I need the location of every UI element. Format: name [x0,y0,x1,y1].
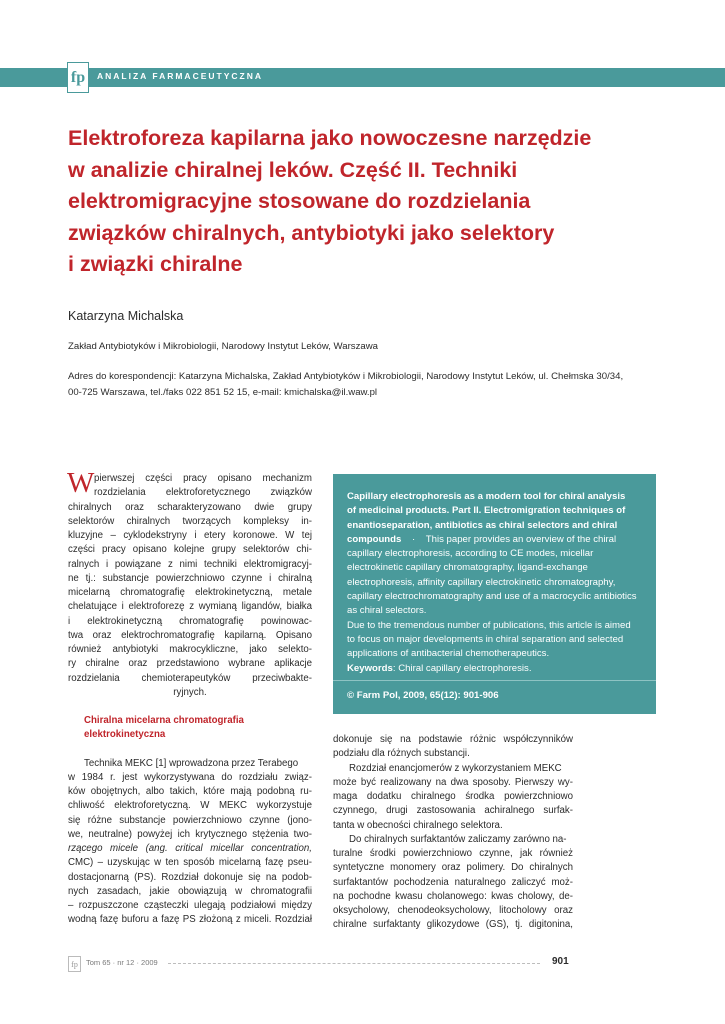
title-line: Elektroforeza kapilarna jako nowoczesne narzędzie [68,126,592,150]
body-line: ne tj.: substancje powierzchniowo czynne i chiralną [68,572,312,584]
body-line: w 1984 r. jest wykorzystywana do rozdziału związ- [68,771,312,783]
abstract-title-line: Capillary electrophoresis as a modern tool for chiral analysis [347,491,626,502]
page-number: 901 [552,956,569,967]
body-line: ryjnych. [173,686,207,698]
right-column [333,733,573,933]
body-line: turalne środki powierzchniowo czynne, jak również [333,848,573,859]
body-line: oksycholowy, chenodeoksycholowy, litocholowy oraz [333,905,573,916]
title-line: w analizie chiralnej leków. Część II. Techniki [68,157,518,182]
body-line: twa oraz elektrochromatografię kapilarną. Opisano [68,629,312,641]
citation: © Farm Pol, 2009, 65(12): 901-906 [347,690,499,701]
body-line: Do chiralnych surfaktantów zaliczamy zarówno na- [349,833,567,845]
body-line: syntetyczne monomery oraz polimery. Do chiralnych [333,862,573,874]
title-line: związków chiralnych, antybiotyki jako selektory [68,220,555,245]
correspondence-line: 00-725 Warszawa, tel./faks 022 851 52 15, e-mail: kmichalska@il.waw.pl [68,386,378,398]
body-line: maga dodatku chiralnego środka powierzchniowo [333,791,573,802]
body-line: rozdzielania elektroforetycznego związków [94,487,312,499]
abstract-keywords [347,662,656,676]
abstract-text-first: This paper provides an overview of the chiral [425,533,617,545]
abstract-line: Due to the tremendous number of publications, this article is aimed [347,619,631,631]
body-line: CMC) – uzyskując w ten sposób micelarną fazę pseu- [68,857,312,869]
abstract-box [333,474,656,714]
body-line: ry chiralne oraz przedstawiono wybrane aplikacje [68,658,312,670]
subheading-line: elektrokinetyczna [84,729,166,741]
body-line: rzącego micele (ang. critical micellar concentration, [68,843,312,854]
body-line: selektorów chiralnych tworzących kompleksy in- [68,515,312,527]
body-line: micelarną chromatografię elektrokinetyczną, metale [68,587,312,598]
abstract-title-line: of medicinal products. Part II. Electromigration techniques of [347,505,626,517]
article-title [68,123,668,281]
body-line: czynnego, drugi zastosowania achiralnego surfak- [333,805,573,817]
abstract-line: capillary electrophoresis, according to CE modes, micellar [347,548,594,560]
abstract-title-line: enantioseparation, antibiotics as chiral selectors and chiral [347,519,618,531]
body-line: – rozpuszczone cząsteczki ulegają podziałowi między [68,900,312,911]
abstract-line: to focus on major developments in chiral separation and selected [347,633,624,645]
body-line: Rozdział enancjomerów z wykorzystaniem MEKC [349,762,562,774]
abstract-line: as chiral selectors. [347,605,427,617]
body-line: rozdzielania chemioterapeutyków przeciwbakte- [68,672,312,684]
drop-cap: W [67,467,95,499]
abstract-line: capillary electrochromatography and use of a macrocyclic antibiotics [347,591,637,603]
title-line: i związki chiralne [68,252,243,276]
abstract-divider [333,680,656,681]
body-line: również antybiotyki makrocykliczne, jako selekto- [68,644,312,655]
subheading-line: Chiralna micelarna chromatografia [84,715,244,726]
body-line: chelatujące i elektroforezę z wymianą ligandów, białka [68,601,312,613]
body-line: we, neutralne) powyżej ich krytycznego stężenia two- [68,828,312,840]
mekc-paragraph [68,757,312,928]
body-line: chliwość elektroforetyczną. W MEKC wykorzystuje [68,800,312,812]
body-line: pierwszej części pracy opisano mechanizm [94,473,312,484]
footer-divider [168,963,540,964]
section-label: ANALIZA FARMACEUTYCZNA [97,71,263,81]
body-line: nych zasadach, jakie obowiązują w chromatografii [68,885,312,897]
body-line: może być realizowany na dwa sposoby. Pierwszy wy- [333,776,573,788]
left-column [67,467,312,928]
correspondence-line: Adres do korespondencji: Katarzyna Michalska, Zakład Antybiotyków i Mikrobiologii, Narodowy Instytut Leków, ul. Chełmska 30/34, [68,371,624,382]
issue-info: Tom 65 · nr 12 · 2009 [86,958,158,967]
body-line: części pracy opisano kolejne grupy selektorów chi- [68,544,312,556]
title-line: elektromigracyjne stosowane do rozdzielania [68,189,531,213]
body-line: kluzyjne – cyklodekstryny i etery koronowe. W tej [68,530,312,541]
keywords-text: : Chiral capillary electrophoresis. [392,662,532,674]
body-line: ków obojętnych, albo takich, które mają podobną ru- [68,786,312,797]
subheading [68,714,312,743]
abstract-line: electrokinetic capillary chromatography, ligand-exchange [347,562,588,574]
body-line: surfaktantów pochodzenia naturalnego zaliczyć moż- [333,876,573,888]
abstract-separator: · [412,533,416,545]
body-line: wodną fazę buforu a fazę PS złożoną z miceli. Rozdział [68,914,312,926]
journal-logo: fp [67,62,89,93]
body-line: ralnych i powiązane z nimi techniki elektromigracyj- [68,558,312,570]
affiliation: Zakład Antybiotyków i Mikrobiologii, Narodowy Instytut Leków, Warszawa [68,341,378,352]
body-line: podziału dla różnych substancji. [333,748,470,760]
abstract-line: electrophoresis, affinity capillary electrokinetic chromatography, [347,576,616,588]
correspondence [68,369,623,400]
body-line: się różne substancje powierzchniowo czynne (jono- [68,814,312,826]
abstract-line [347,533,656,547]
author-name: Katarzyna Michalska [68,309,184,323]
body-line: dostacjonarną (PS). Rozdział dokonuje się na podob- [68,871,312,883]
footer-logo: fp [68,956,81,972]
abstract-title-last: compounds [347,533,402,545]
intro-paragraph [67,467,312,700]
body-line: chiralnych oraz scharakteryzowano dwie grupy [68,501,312,513]
body-line: chiralne surfaktanty glikozydowe (GS), tj. digitonina, [333,919,573,931]
abstract-line: applications of antibacterial chemotherapeutics. [347,648,550,660]
body-line: na pochodne kwasu cholanowego: kwas cholowy, de- [333,890,573,902]
body-line: i elektrokinetyczną chromatografię powinowac- [68,615,312,627]
body-line: tanta w obecności chiralnego selektora. [333,819,503,831]
body-line: dokonuje się na podstawie różnic współczynników [333,734,573,745]
body-line: Technika MEKC [1] wprowadzona przez Terabego [84,757,299,769]
keywords-label: Keywords [347,662,393,674]
